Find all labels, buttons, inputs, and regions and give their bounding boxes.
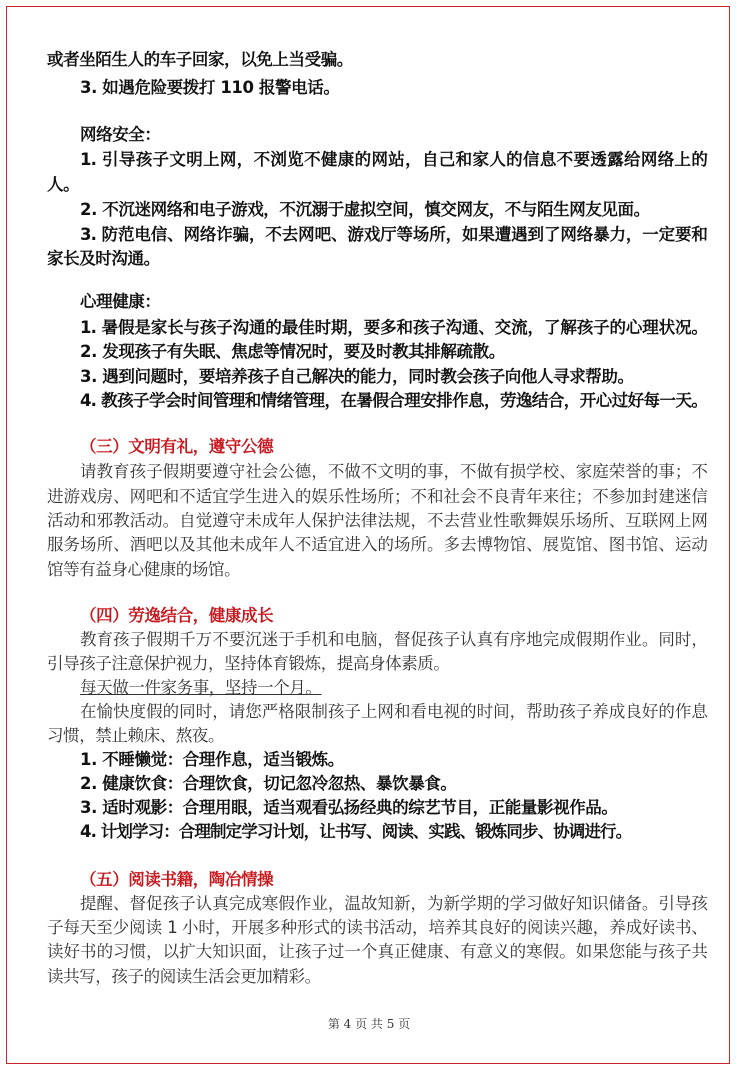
list-item: 2. 不沉迷网络和电子游戏，不沉溺于虚拟空间，慎交网友，不与陌生网友见面。 [80, 200, 650, 219]
list-item: 3. 防范电信、网络诈骗，不去网吧、游戏厅等场所，如果遭遇到了网络暴力，一定要和 [80, 225, 707, 244]
list-item: 1. 不睡懒觉：合理作息，适当锻炼。 [80, 750, 344, 769]
paragraph-line: 请教育孩子假期要遵守社会公德，不做不文明的事，不做有损学校、家庭荣誉的事；不 [80, 462, 707, 481]
paragraph-line: 引导孩子注意保护视力，坚持体育锻炼，提高身体素质。 [47, 654, 450, 673]
list-item: 1. 暑假是家长与孩子沟通的最佳时期，要多和孩子沟通、交流，了解孩子的心理状况。 [80, 318, 707, 337]
paragraph-line: 子每天至少阅读 1 小时，开展多种形式的读书活动，培养其良好的阅读兴趣，养成好读书、 [47, 918, 707, 937]
list-item: 4. 计划学习：合理制定学习计划，让书写、阅读、实践、锻炼同步、协调进行。 [80, 822, 632, 841]
section-heading-network: 网络安全： [80, 125, 161, 144]
paragraph-line: 服务场所、酒吧以及其他未成年人不适宜进入的场所。多去博物馆、展览馆、图书馆、运动 [47, 535, 707, 554]
paragraph-line: 习惯，禁止赖床、熬夜。 [47, 726, 225, 745]
section-title-3: （三）文明有礼，遵守公德 [80, 437, 274, 456]
paragraph-line: 教育孩子假期千万不要沉迷于手机和电脑，督促孩子认真有序地完成假期作业。同时， [80, 630, 707, 649]
list-item: 2. 健康饮食：合理饮食，切记忽冷忽热、暴饮暴食。 [80, 774, 457, 793]
paragraph-line: 读好书的习惯，以扩大知识面，让孩子过一个真正健康、有意义的寒假。如果您能与孩子共 [47, 942, 707, 961]
text-line: 人。 [47, 175, 80, 194]
list-item: 1. 引导孩子文明上网，不浏览不健康的网站，自己和家人的信息不要透露给网络上的 [80, 150, 707, 169]
paragraph-line: 读共写，孩子的阅读生活会更加精彩。 [47, 967, 321, 986]
underlined-line: 每天做一件家务事，坚持一个月。 [80, 678, 322, 697]
paragraph-line: 进游戏房、网吧和不适宜学生进入的娱乐性场所；不和社会不良青年来往；不参加封建迷信 [47, 487, 707, 506]
paragraph-line: 在愉快度假的同时，请您严格限制孩子上网和看电视的时间，帮助孩子养成良好的作息 [80, 702, 707, 721]
section-title-4: （四）劳逸结合，健康成长 [80, 606, 274, 625]
text-line: 家长及时沟通。 [47, 249, 160, 268]
list-item: 4. 教孩子学会时间管理和情绪管理，在暑假合理安排作息，劳逸结合，开心过好每一天。 [80, 391, 707, 410]
paragraph-line: 提醒、督促孩子认真完成寒假作业，温故知新，为新学期的学习做好知识储备。引导孩 [80, 894, 707, 913]
list-item: 3. 遇到问题时，要培养孩子自己解决的能力，同时教会孩子向他人寻求帮助。 [80, 367, 634, 386]
text-line: 或者坐陌生人的车子回家，以免上当受骗。 [47, 50, 353, 69]
page-footer: 第 4 页 共 5 页 [327, 1017, 411, 1031]
list-item: 2. 发现孩子有失眠、焦虑等情况时，要及时教其排解疏散。 [80, 342, 505, 361]
paragraph-line: 馆等有益身心健康的场馆。 [47, 560, 241, 579]
section-title-5: （五）阅读书籍，陶冶情操 [80, 870, 274, 889]
list-item: 3. 如遇危险要拨打 110 报警电话。 [80, 78, 340, 97]
section-heading-mental: 心理健康： [80, 292, 161, 311]
paragraph-line: 活动和邪教活动。自觉遵守未成年人保护法律法规，不去营业性歌舞娱乐场所、互联网上网 [47, 511, 707, 530]
list-item: 3. 适时观影：合理用眼，适当观看弘扬经典的综艺节目，正能量影视作品。 [80, 798, 618, 817]
